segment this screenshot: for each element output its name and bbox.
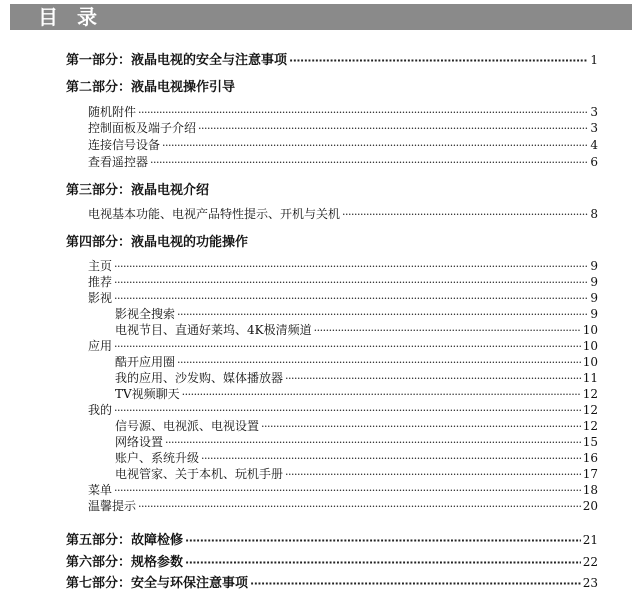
toc-entry-page: 4 bbox=[590, 138, 598, 152]
leader-dots bbox=[177, 355, 581, 371]
toc-subentry[interactable] bbox=[115, 434, 598, 451]
leader-dots bbox=[150, 155, 588, 171]
leader-dots bbox=[162, 138, 588, 154]
toc-entry-part7[interactable] bbox=[66, 575, 598, 592]
toc-entry-page: 8 bbox=[590, 207, 598, 221]
leader-dots bbox=[314, 323, 581, 339]
toc-entry-page: 12 bbox=[582, 403, 598, 417]
toc-subentry[interactable] bbox=[115, 418, 598, 435]
toc-subentry[interactable] bbox=[115, 466, 598, 483]
toc-entry[interactable] bbox=[88, 137, 598, 154]
toc-subentry[interactable] bbox=[115, 306, 598, 323]
toc-entry-label: 账户、系统升级 bbox=[115, 451, 200, 465]
toc-entry[interactable] bbox=[88, 258, 598, 275]
toc-entry-label: 连接信号设备 bbox=[88, 138, 161, 152]
toc-entry-part1[interactable] bbox=[66, 52, 598, 69]
leader-dots bbox=[177, 307, 588, 323]
leader-dots bbox=[250, 576, 581, 592]
toc-entry-label: TV视频聊天 bbox=[115, 387, 180, 401]
leader-dots bbox=[198, 121, 588, 137]
leader-dots bbox=[114, 259, 588, 275]
toc-entry-page: 23 bbox=[582, 576, 598, 590]
leader-dots bbox=[182, 387, 581, 403]
toc-entry-label: 我的 bbox=[88, 403, 113, 417]
toc-entry[interactable] bbox=[88, 120, 598, 137]
toc-entry-label: 第六部分：规格参数 bbox=[66, 555, 184, 570]
toc-entry-label: 网络设置 bbox=[115, 435, 164, 449]
toc-entry-label: 电视管家、关于本机、玩机手册 bbox=[115, 467, 284, 481]
toc-subentry[interactable] bbox=[115, 386, 598, 403]
leader-dots bbox=[285, 467, 581, 483]
leader-dots bbox=[138, 105, 588, 121]
leader-dots bbox=[201, 451, 581, 467]
toc-entry-label: 影视 bbox=[88, 291, 113, 305]
toc-subentry[interactable] bbox=[115, 370, 598, 387]
toc-entry-page: 22 bbox=[582, 555, 598, 569]
toc-entry-label: 控制面板及端子介绍 bbox=[88, 121, 197, 135]
toc-entry-label: 影视全搜索 bbox=[115, 307, 176, 321]
leader-dots bbox=[114, 275, 588, 291]
toc-entry-label: 第七部分：安全与环保注意事项 bbox=[66, 576, 249, 591]
toc-entry-label: 应用 bbox=[88, 339, 113, 353]
toc-entry-label: 菜单 bbox=[88, 483, 113, 497]
leader-dots bbox=[342, 207, 588, 223]
toc-entry-label: 酷开应用圈 bbox=[115, 355, 176, 369]
toc-entry-page: 6 bbox=[590, 155, 598, 169]
toc-entry-part5[interactable] bbox=[66, 532, 598, 549]
leader-dots bbox=[114, 403, 581, 419]
toc-subentry[interactable] bbox=[115, 322, 598, 339]
toc-entry[interactable] bbox=[88, 338, 598, 355]
toc-title: 目 录 bbox=[38, 5, 103, 29]
toc-entry-page: 21 bbox=[582, 533, 598, 547]
toc-entry-page: 3 bbox=[590, 121, 598, 135]
toc-entry-page: 18 bbox=[582, 483, 598, 497]
leader-dots bbox=[165, 435, 581, 451]
toc-entry-page: 11 bbox=[582, 371, 598, 385]
toc-entry-label: 电视节目、直通好莱坞、4K极清频道 bbox=[115, 323, 312, 337]
toc-entry-page: 1 bbox=[590, 53, 598, 67]
toc-entry-page: 12 bbox=[582, 419, 598, 433]
toc-entry[interactable] bbox=[88, 402, 598, 419]
toc-entry-label: 信号源、电视派、电视设置 bbox=[115, 419, 260, 433]
toc-section-part4[interactable]: 第四部分：液晶电视的功能操作 bbox=[66, 235, 249, 250]
toc-entry-page: 9 bbox=[590, 291, 598, 305]
toc-entry-label: 查看遥控器 bbox=[88, 155, 149, 169]
toc-entry-page: 12 bbox=[582, 387, 598, 401]
toc-entry-label: 我的应用、沙发购、媒体播放器 bbox=[115, 371, 284, 385]
toc-entry-page: 10 bbox=[582, 323, 598, 337]
toc-entry-page: 15 bbox=[582, 435, 598, 449]
toc-entry-page: 3 bbox=[590, 105, 598, 119]
toc-subentry[interactable] bbox=[115, 450, 598, 467]
leader-dots bbox=[114, 339, 581, 355]
leader-dots bbox=[185, 555, 581, 571]
toc-entry[interactable] bbox=[88, 206, 598, 223]
toc-entry-page: 16 bbox=[582, 451, 598, 465]
toc-section-part3[interactable]: 第三部分：液晶电视介绍 bbox=[66, 183, 210, 198]
toc-entry-label: 随机附件 bbox=[88, 105, 137, 119]
toc-entry-page: 17 bbox=[582, 467, 598, 481]
toc-entry[interactable] bbox=[88, 154, 598, 171]
leader-dots bbox=[114, 291, 588, 307]
toc-entry-page: 9 bbox=[590, 275, 598, 289]
leader-dots bbox=[114, 483, 581, 499]
toc-entry-page: 10 bbox=[582, 339, 598, 353]
toc-entry-label: 推荐 bbox=[88, 275, 113, 289]
leader-dots bbox=[261, 419, 581, 435]
toc-subentry[interactable] bbox=[115, 354, 598, 371]
toc-entry-page: 9 bbox=[590, 307, 598, 321]
toc-entry-page: 9 bbox=[590, 259, 598, 273]
toc-entry-label: 主页 bbox=[88, 259, 113, 273]
toc-entry-page: 10 bbox=[582, 355, 598, 369]
toc-entry-label: 电视基本功能、电视产品特性提示、开机与关机 bbox=[88, 207, 341, 221]
toc-section-part2[interactable]: 第二部分：液晶电视操作引导 bbox=[66, 80, 236, 95]
leader-dots bbox=[289, 53, 588, 69]
toc-entry[interactable] bbox=[88, 290, 598, 307]
toc-entry[interactable] bbox=[88, 104, 598, 121]
toc-entry-label: 第五部分：故障检修 bbox=[66, 533, 184, 548]
toc-entry[interactable] bbox=[88, 274, 598, 291]
leader-dots bbox=[285, 371, 581, 387]
toc-entry[interactable] bbox=[88, 482, 598, 499]
toc-entry-label: 温馨提示 bbox=[88, 499, 137, 513]
toc-entry-label: 第一部分：液晶电视的安全与注意事项 bbox=[66, 53, 288, 68]
toc-entry-page: 20 bbox=[582, 499, 598, 513]
leader-dots bbox=[138, 499, 581, 515]
toc-entry[interactable] bbox=[88, 498, 598, 515]
leader-dots bbox=[185, 533, 581, 549]
toc-entry-part6[interactable] bbox=[66, 554, 598, 571]
